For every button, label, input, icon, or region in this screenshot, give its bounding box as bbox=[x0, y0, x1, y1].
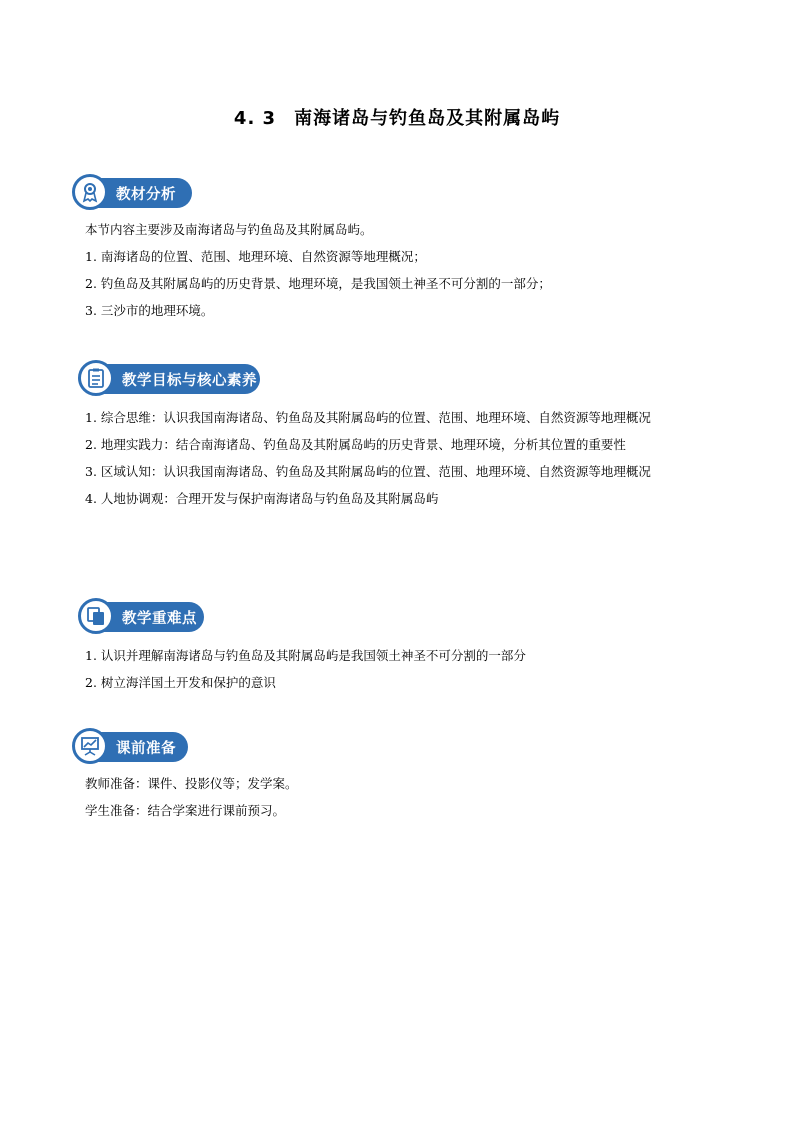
paragraph-line: 2. 钓鱼岛及其附属岛屿的历史背景、地理环境，是我国领土神圣不可分割的一部分； bbox=[85, 276, 551, 291]
title-text: 南海诸岛与钓鱼岛及其附属岛屿 bbox=[294, 108, 561, 129]
paragraph-line: 1. 综合思维：认识我国南海诸岛、钓鱼岛及其附属岛屿的位置、范围、地理环境、自然资源等地理概况 bbox=[85, 410, 651, 425]
paragraph-line: 教师准备：课件、投影仪等；发学案。 bbox=[85, 776, 298, 791]
award-ribbon-icon bbox=[72, 174, 108, 210]
section-badge bbox=[74, 732, 188, 762]
paragraph-line: 1. 认识并理解南海诸岛与钓鱼岛及其附属岛屿是我国领土神圣不可分割的一部分 bbox=[85, 648, 526, 663]
paragraph-line: 2. 树立海洋国土开发和保护的意识 bbox=[85, 675, 276, 690]
presentation-board-icon bbox=[72, 728, 108, 764]
section-title: 教学重难点 bbox=[122, 610, 197, 627]
paragraph-line: 学生准备：结合学案进行课前预习。 bbox=[85, 803, 286, 818]
paragraph-line: 3. 区域认知：认识我国南海诸岛、钓鱼岛及其附属岛屿的位置、范围、地理环境、自然资源等地理概况 bbox=[85, 464, 651, 479]
section-title: 教学目标与核心素养 bbox=[122, 372, 257, 389]
title-number: 4. 3 bbox=[233, 108, 277, 129]
section-title: 教材分析 bbox=[116, 186, 176, 203]
section-badge bbox=[74, 178, 192, 208]
section-title: 课前准备 bbox=[116, 740, 176, 757]
clipboard-checklist-icon bbox=[78, 360, 114, 396]
documents-stack-icon bbox=[78, 598, 114, 634]
paragraph-line: 1. 南海诸岛的位置、范围、地理环境、自然资源等地理概况； bbox=[85, 249, 426, 264]
section-badge bbox=[80, 364, 260, 394]
paragraph-line: 2. 地理实践力：结合南海诸岛、钓鱼岛及其附属岛屿的历史背景、地理环境，分析其位置的重要性 bbox=[85, 437, 626, 452]
section-badge bbox=[80, 602, 204, 632]
paragraph-line: 本节内容主要涉及南海诸岛与钓鱼岛及其附属岛屿。 bbox=[85, 222, 373, 237]
paragraph-line: 4. 人地协调观：合理开发与保护南海诸岛与钓鱼岛及其附属岛屿 bbox=[85, 491, 439, 506]
page-title bbox=[0, 104, 794, 130]
paragraph-line: 3. 三沙市的地理环境。 bbox=[85, 303, 214, 318]
